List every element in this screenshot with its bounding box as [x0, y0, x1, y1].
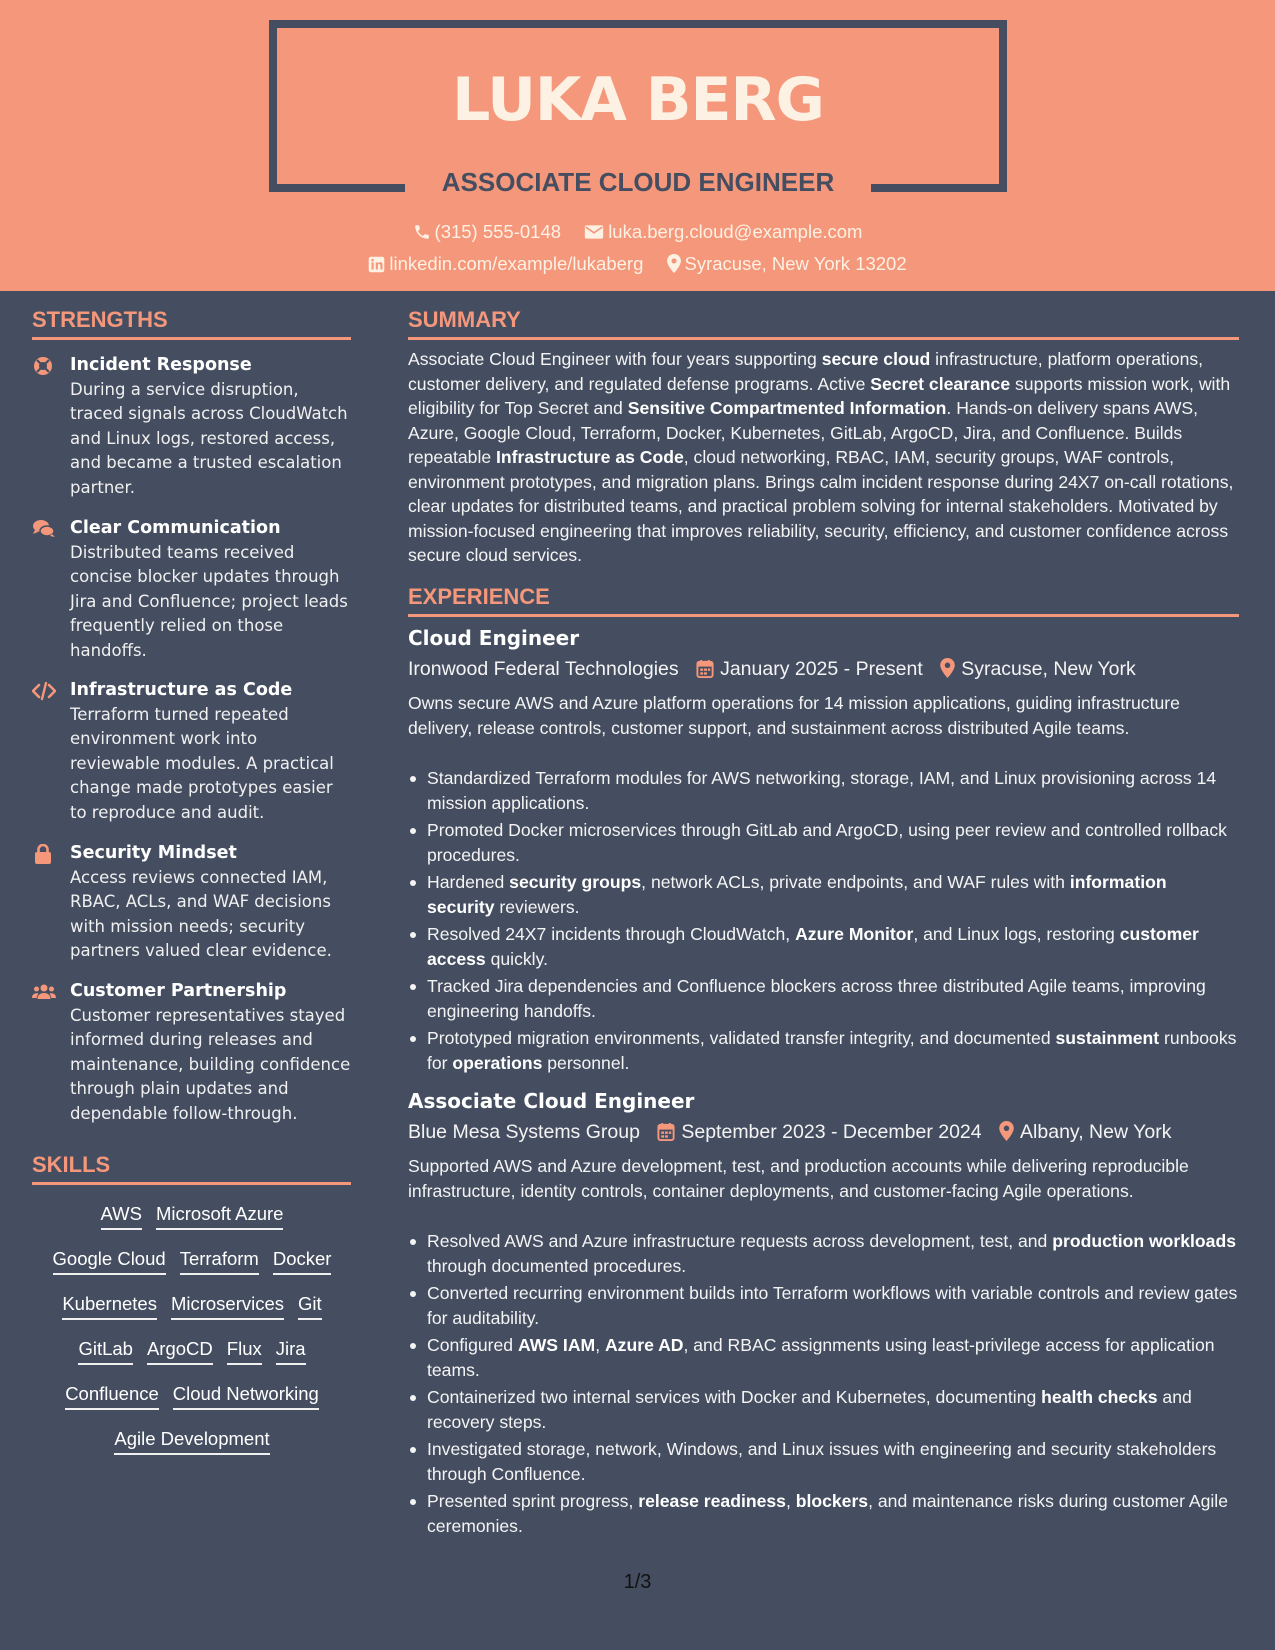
job-bullet: Hardened security groups, network ACLs, private endpoints, and WAF rules with information security reviewers.: [408, 870, 1238, 919]
job-bullet: Presented sprint progress, release readiness, blockers, and maintenance risks during customer Agile ceremonies.: [408, 1489, 1238, 1538]
calendar-icon: [696, 659, 714, 678]
skills-row: [32, 1337, 352, 1365]
skill-tag: ArgoCD: [147, 1337, 213, 1365]
strengths-rule: [32, 337, 351, 340]
users-icon: [32, 982, 56, 1002]
strength-body: During a service disruption, traced signals across CloudWatch and Linux logs, restored access, and became a trusted escalation partner.: [70, 380, 348, 497]
calendar-icon: [657, 1122, 675, 1141]
job-location: Syracuse, New York: [961, 658, 1136, 680]
location-text: Syracuse, New York 13202: [684, 253, 907, 274]
job-bullet: Promoted Docker microservices through GitLab and ArgoCD, using peer review and controlled rollback procedures.: [408, 818, 1238, 867]
contact-line-2: [0, 252, 1275, 276]
skill-tag: AWS: [101, 1202, 142, 1230]
summary-rule: [408, 337, 1239, 340]
summary-heading: SUMMARY: [408, 307, 521, 332]
skills-heading: SKILLS: [32, 1152, 111, 1177]
code-icon: [32, 681, 56, 701]
strength-title: Infrastructure as Code: [70, 680, 293, 700]
job-bullets: [408, 766, 1238, 1078]
lock-icon: [32, 844, 56, 864]
skill-tag: Google Cloud: [53, 1247, 166, 1275]
job-title: Cloud Engineer: [408, 626, 580, 650]
job-bullet: Converted recurring environment builds into Terraform workflows with variable controls and review gates for auditability.: [408, 1281, 1238, 1330]
skills-row: [32, 1292, 352, 1320]
job-bullet: Resolved AWS and Azure infrastructure requests across development, test, and production workloads through documented procedures.: [408, 1229, 1238, 1278]
contact-line-1: [0, 220, 1275, 244]
name-frame-bottom-right: [871, 184, 1007, 192]
job-bullet: Investigated storage, network, Windows, and Linux issues with engineering and security stakeholders through Confluence.: [408, 1437, 1238, 1486]
job-description: Supported AWS and Azure development, test, and production accounts while delivering reproducible infrastructure, identity controls, container deployments, and customer-facing Agile operations.: [408, 1156, 1189, 1201]
skills-row: [32, 1202, 352, 1230]
skills-row: [32, 1382, 352, 1410]
skill-tag: Microsoft Azure: [156, 1202, 284, 1230]
lifebuoy-icon: [32, 356, 56, 376]
phone-text: (315) 555-0148: [434, 221, 562, 242]
skill-tag: Jira: [276, 1337, 306, 1365]
strength-title: Customer Partnership: [70, 981, 287, 1001]
company-name: Ironwood Federal Technologies: [408, 658, 679, 680]
job-dates: January 2025 - Present: [720, 658, 923, 680]
job-title-header: ASSOCIATE CLOUD ENGINEER: [441, 167, 835, 197]
location-item: [667, 252, 907, 276]
experience-heading: EXPERIENCE: [408, 584, 550, 609]
skill-tag: Docker: [273, 1247, 332, 1275]
company-name: Blue Mesa Systems Group: [408, 1121, 640, 1143]
strength-body: Terraform turned repeated environment work into reviewable modules. A practical change made prototypes easier to reproduce and audit.: [70, 705, 334, 822]
skill-tag: Terraform: [180, 1247, 259, 1275]
job-bullet: Standardized Terraform modules for AWS networking, storage, IAM, and Linux provisioning across 14 mission applications.: [408, 766, 1238, 815]
skill-tag: Confluence: [65, 1382, 159, 1410]
job-location: Albany, New York: [1020, 1121, 1172, 1143]
skills-row: [32, 1247, 352, 1275]
name-frame-bottom-left: [269, 184, 405, 192]
job-description: Owns secure AWS and Azure platform operations for 14 mission applications, guiding infrastructure delivery, release controls, customer support, and sustainment across distributed Agile teams.: [408, 693, 1180, 738]
job-meta: [408, 656, 1136, 682]
job-bullet: Containerized two internal services with Docker and Kubernetes, documenting health checks and recovery steps.: [408, 1385, 1238, 1434]
skills-row: [32, 1427, 352, 1455]
skill-tag: GitLab: [78, 1337, 133, 1365]
page-number: 1/3: [623, 1571, 652, 1593]
skill-tag: Git: [298, 1292, 322, 1320]
linkedin-item[interactable]: [368, 252, 643, 276]
skill-tag: Agile Development: [114, 1427, 269, 1455]
skills-rule: [32, 1182, 351, 1185]
job-bullets: [408, 1229, 1238, 1541]
linkedin-text: linkedin.com/example/lukaberg: [389, 253, 644, 274]
skill-tag: Flux: [227, 1337, 262, 1365]
job-bullet: Resolved 24X7 incidents through CloudWatch, Azure Monitor, and Linux logs, restoring customer access quickly.: [408, 922, 1238, 971]
linkedin-icon: [368, 256, 385, 273]
job-bullet: Configured AWS IAM, Azure AD, and RBAC assignments using least-privilege access for application teams.: [408, 1333, 1238, 1382]
strength-title: Clear Communication: [70, 518, 281, 538]
phone-item[interactable]: [413, 220, 562, 244]
strengths-heading: STRENGTHS: [32, 307, 168, 332]
skill-tag: Microservices: [171, 1292, 284, 1320]
job-bullet: Tracked Jira dependencies and Confluence blockers across three distributed Agile teams, improving engineering handoffs.: [408, 974, 1238, 1023]
candidate-name: LUKA BERG: [452, 65, 824, 135]
email-text: luka.berg.cloud@example.com: [608, 221, 863, 242]
envelope-icon: [584, 223, 604, 241]
experience-rule: [408, 614, 1239, 617]
resume-header: [0, 0, 1275, 291]
job-bullet: Prototyped migration environments, validated transfer integrity, and documented sustainment runbooks for operations personnel.: [408, 1026, 1238, 1075]
map-marker-icon: [667, 254, 681, 273]
map-marker-icon: [999, 1121, 1014, 1141]
strength-title: Security Mindset: [70, 843, 237, 863]
map-marker-icon: [940, 658, 955, 678]
skill-tag: Kubernetes: [62, 1292, 157, 1320]
skill-tag: Cloud Networking: [173, 1382, 319, 1410]
phone-icon: [413, 223, 431, 241]
strength-body: Customer representatives stayed informed during releases and maintenance, building confidence through plain updates and dependable follow-through.: [70, 1006, 351, 1123]
summary-text: Associate Cloud Engineer with four years supporting secure cloud infrastructure, platform operations, customer delivery, and regulated defense programs. Active Secret clearance supports mission work, with eligibility for Top Secret and Sensitive Compartmented Information. Hands-on delivery spans AWS, Azure, Google Cloud, Terraform, Docker, Kubernetes, GitLab, ArgoCD, Jira, and Confluence. Builds repeatable Infrastructure as Code, cloud networking, RBAC, IAM, security groups, WAF controls, environment prototypes, and migration plans. Brings calm incident response during 24X7 on-call rotations, clear updates for distributed teams, and practical problem solving for internal stakeholders. Motivated by mission-focused engineering that improves reliability, security, efficiency, and customer confidence across secure cloud services.: [408, 349, 1234, 565]
job-title: Associate Cloud Engineer: [408, 1089, 695, 1113]
comments-icon: [32, 519, 56, 539]
strength-body: Access reviews connected IAM, RBAC, ACLs, and WAF decisions with mission needs; security partners valued clear evidence.: [70, 868, 332, 961]
strength-body: Distributed teams received concise blocker updates through Jira and Confluence; project leads frequently relied on those handoffs.: [70, 543, 348, 660]
job-meta: [408, 1119, 1171, 1145]
job-dates: September 2023 - December 2024: [681, 1121, 982, 1143]
email-item[interactable]: [584, 220, 862, 244]
strength-title: Incident Response: [70, 355, 252, 375]
